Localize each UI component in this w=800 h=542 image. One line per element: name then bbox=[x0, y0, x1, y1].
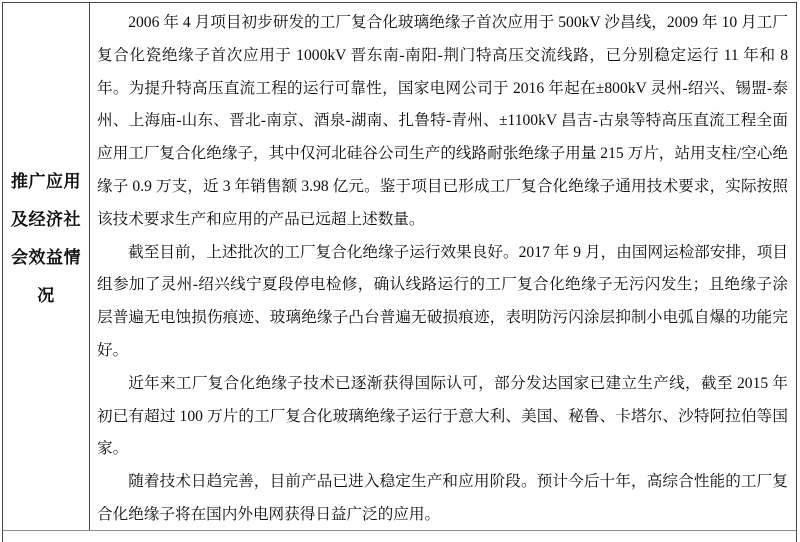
row-content-cell bbox=[90, 3, 796, 530]
row-header-line: 及经济社 bbox=[11, 210, 81, 229]
row-header-cell bbox=[3, 3, 90, 530]
row-header-line: 推广应用 bbox=[11, 172, 81, 191]
benefits-table bbox=[2, 2, 797, 542]
row-header-line: 会效益情 bbox=[11, 248, 81, 267]
paragraph-international-recognition: 近年来工厂复合化绝缘子技术已逐渐获得国际认可，部分发达国家已建立生产线，截至 2015 年初已有超过 100 万片的工厂复合化玻璃绝缘子运行于意大利、美国、秘鲁、卡塔尔、沙特阿拉伯等国家。 bbox=[97, 374, 788, 458]
next-row-partial bbox=[2, 531, 797, 542]
paragraph-application-history: 2006 年 4 月项目初步研发的工厂复合化玻璃绝缘子首次应用于 500kV 沙昌线，2009 年 10 月工厂复合化瓷绝缘子首次应用于 1000kV 晋东南-南阳-荆门特高压交流线路，已分别稳定运行 11 年和 8 年。为提升特高压直流工程的运行可靠性，国家电网公司于 2016 年起在±800kV 灵州-绍兴、锡盟-泰州、上海庙-山东、晋北-南京、酒泉-湖南、扎鲁特-青州、±1100kV 昌吉-古泉等特高压直流工程全面应用工厂复合化绝缘子，其中仅河北硅谷公司生产的线路耐张绝缘子用量 215 万片，站用支柱/空心绝缘子 0.9 万支，近 3 年销售额 3.98 亿元。鉴于项目已形成工厂复合化绝缘子通用技术要求，实际按照该技术要求生产和应用的产品已远超上述数量。 bbox=[97, 14, 788, 228]
paragraph-future-outlook: 随着技术日趋完善，目前产品已进入稳定生产和应用阶段。预计今后十年，高综合性能的工厂复合化绝缘子将在国内外电网获得日益广泛的应用。 bbox=[97, 473, 788, 523]
row-header-label bbox=[11, 163, 81, 315]
table-row-promotion-benefits bbox=[2, 2, 797, 531]
row-header-line: 况 bbox=[37, 286, 55, 305]
paragraph-operation-inspection: 截至目前，上述批次的工厂复合化绝缘子运行效果良好。2017 年 9 月，由国网运检部安排，项目组参加了灵州-绍兴线宁夏段停电检修，确认线路运行的工厂复合化绝缘子无污闪发生；且绝缘子涂层普遍无电蚀损伤痕迹、玻璃绝缘子凸台普遍无破损痕迹，表明防污闪涂层抑制小电弧自爆的功能完好。 bbox=[97, 243, 788, 359]
